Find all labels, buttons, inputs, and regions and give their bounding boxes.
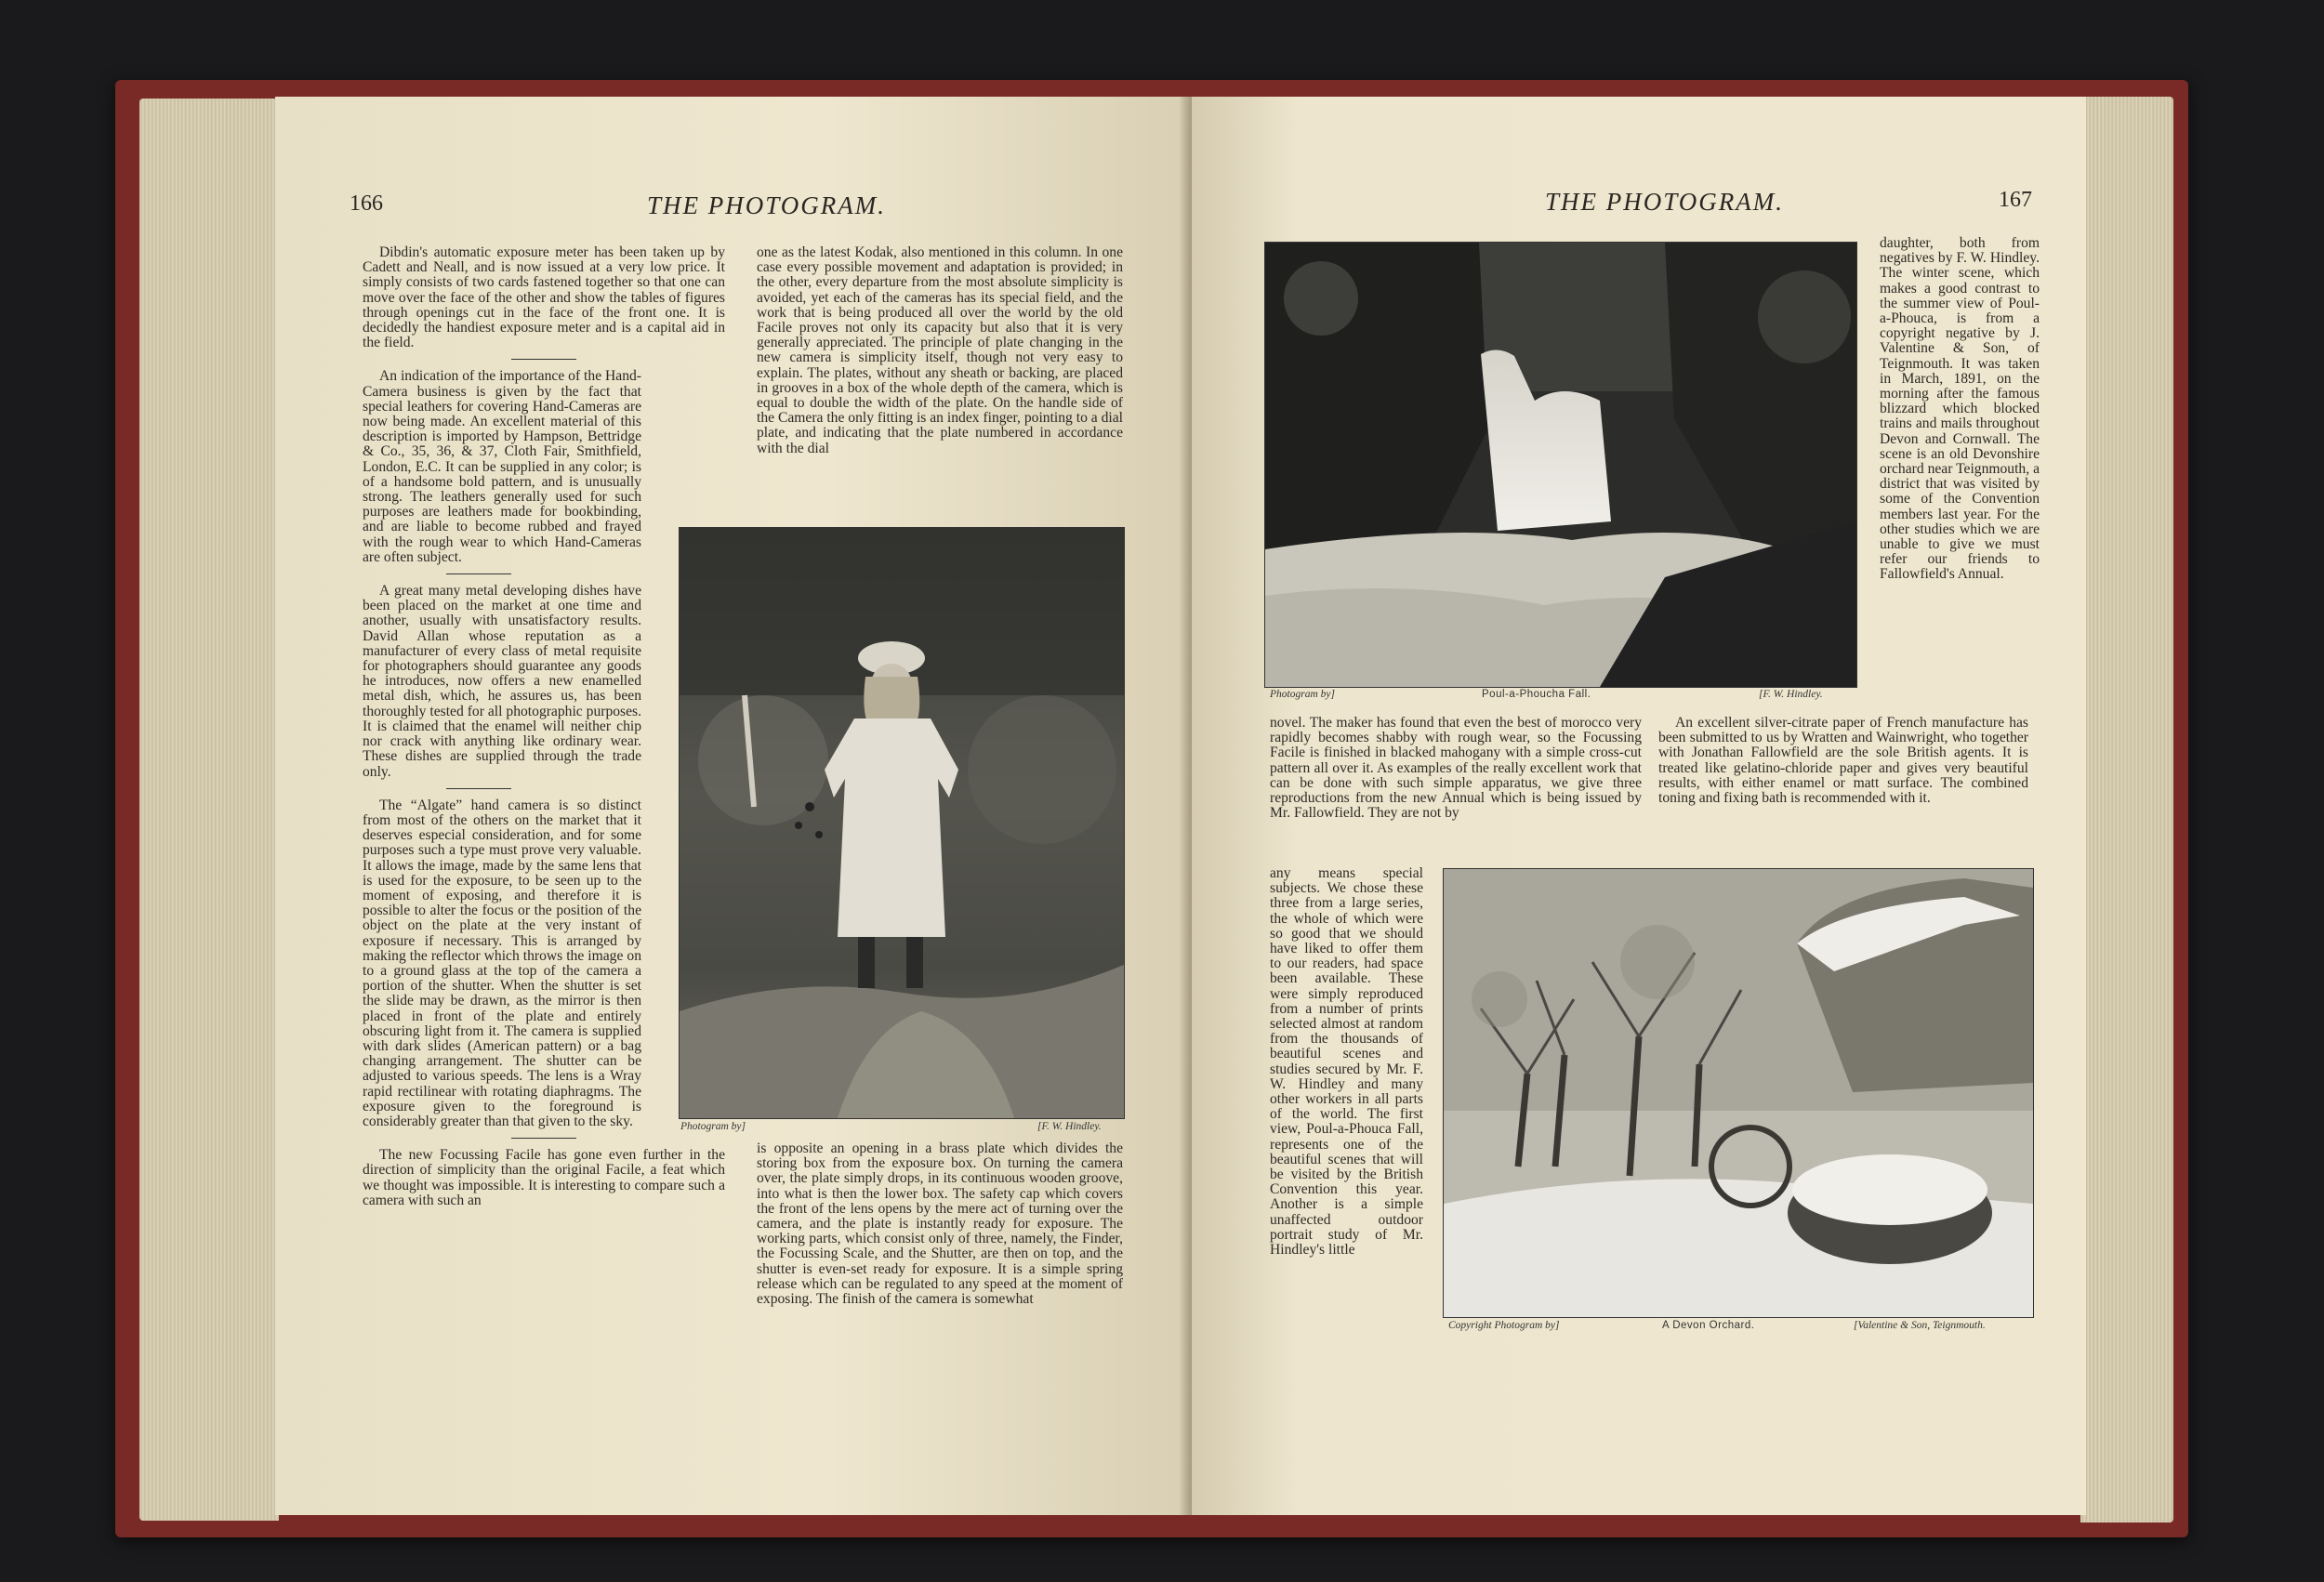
paragraph-focussing-facile: The new Focussing Facile has gone even further in the direction of simplicity than the original Facile, a feat which we thought was impossible. It is interesting to compare such a camera with such an [363, 1147, 725, 1208]
right-page [1192, 97, 2086, 1515]
page-number: 166 [350, 191, 383, 216]
caption-text: Poul-a-Phoucha Fall. [1482, 689, 1591, 700]
paragraph-metal-dishes: A great many metal developing dishes have been placed on the market at one time and another, usually with unsatisfactory results. David Allan whose reputation as a manufacturer of every class of metal requisite for photographers should guarantee any goods he introduces, now offers a new enamelled metal dish, which, he assures us, has been thoroughly tested for all photographic purposes. It is claimed that the enamel will neither chip nor crack with anything like ordinary wear. These dishes are supplied through the trade only. [363, 583, 641, 780]
caption-text: Copyright Photogram by] [1448, 1320, 1560, 1331]
page-edges-left [139, 99, 279, 1521]
running-head: THE PHOTOGRAM. [647, 191, 886, 219]
paragraph-silver-citrate: An excellent silver-citrate paper of French manufacture has been submitted to us by Wratten and Wainwright, who together with Jonathan Fallowfield are the sole British agents. It is treated like gelatino-chloride paper and gives very beautiful results, with either enamel or matt surface. The combined toning and fixing bath is recommended with it. [1658, 715, 2028, 807]
girl-portrait-image [680, 528, 1124, 1118]
section-rule [446, 788, 511, 789]
orchard-image [1444, 869, 2033, 1317]
photo-devon-orchard [1443, 868, 2034, 1318]
page-edges-right [2080, 97, 2173, 1523]
paragraph-three-selections: any means special subjects. We chose these three from a large series, the whole of which were so good that we should have liked to offer them to our readers, had space been available. These were simply reproduced from a number of prints selected almost at random from the thousands of beautiful scenes and studies secured by Mr. F. W. Hindley and many other workers in all parts of the world. The first view, Poul-a-Phouca Fall, represents one of the beautiful scenes that will be visited by the British Convention this year. Another is a simple unaffected outdoor portrait study of Mr. Hindley's little [1270, 865, 1423, 1259]
caption-text: A Devon Orchard. [1662, 1320, 1755, 1331]
paragraph-novel-finish: novel. The maker has found that even the best of morocco very rapidly becomes shabby with rough wear, so the Focussing Facile is finished in blacked mahogany with a simple cross-cut pattern all over it. As examples of the really excellent work that can be done with such simple apparatus, we give three reproductions from the new Annual which is being issued by Mr. Fallowfield. They are not by [1270, 715, 1642, 822]
right-column-2 [1658, 716, 2028, 806]
section-rule [511, 1138, 576, 1139]
section-rule [511, 359, 576, 360]
right-column-1-narrow [1270, 866, 1423, 1258]
photo-waterfall [1264, 242, 1857, 688]
caption-text: [F. W. Hindley. [1037, 1121, 1102, 1132]
photo-girl-in-garden [679, 527, 1125, 1119]
paragraph-leathers: An indication of the importance of the Hand-Camera business is given by the fact that special leathers for covering Hand-Cameras are now being made. An excellent material of this description is imported by Hampson, Bettridge & Co., 35, 36, & 37, Cloth Fair, Smithfield, London, E.C. It can be supplied in any color; is of a handsome bold pattern, and is unusually strong. The leathers generally used for such purposes are leathers made for bookbinding, and are liable to become rubbed and frayed with the rough wear to which Hand-Cameras are often subject. [363, 368, 641, 565]
paragraph-plate-changing: is opposite an opening in a brass plate which divides the storing box from the exposure box. On turning the camera over, the plate simply drops, in its continuous wooden groove, into what is then the lower box. The safety cap which covers the front of the lens opens by the mere act of turning over the camera, and the plate is instantly ready for exposure. The working parts, which consist only of three, namely, the Finder, the Focussing Scale, and the Shutter, are then on top, and the shutter is even-set ready for exposure. It is a simple spring release which can be regulated to any speed at the moment of exposing. The finish of the camera is somewhat [757, 1140, 1123, 1308]
waterfall-credit-left [1270, 689, 1335, 700]
right-side-column [1880, 236, 2040, 583]
caption-text: [F. W. Hindley. [1759, 689, 1823, 700]
photo-credit-left [680, 1121, 746, 1132]
paragraph-kodak-comparison: one as the latest Kodak, also mentioned in this column. In one case every possible movement and adaptation is provided; in the other, every departure from the most absolute simplicity is avoided, yet each of the cameras has its special field, and the work that is being produced all over the world by the old Facile proves not only its capacity but also that it is very generally appreciated. The principle of plate changing in the new camera is simplicity itself, though not very easy to explain. The plates, without any sheath or backing, are placed in grooves in a box of the whole depth of the camera, which is equal to double the width of the plate. On the handle side of the Camera the only fitting is an index finger, pointing to a dial plate, and indicating that the plate numbered in accordance with the dial [757, 244, 1123, 456]
waterfall-image [1265, 243, 1856, 687]
right-column-1-top [1270, 716, 1642, 821]
page-number: 167 [1999, 188, 2032, 212]
paragraph-algate-camera: The “Algate” hand camera is so distinct from most of the others on the market that it deserves especial consideration, and for some purposes such a type must prove very valuable. It allows the image, made by the same lens that is used for the exposure, to be seen up to the moment of exposing, and therefore it is possible to alter the focus or the position of the object on the plate at the very instant of exposure if necessary. This is arranged by making the reflector which throws the image on to a ground glass at the top of the camera a portion of the shutter. When the shutter is set the slide may be drawn, as the mirror is then placed in front of the plate and entirely obscuring light from it. The camera is supplied with dark slides (American pattern) or a bag changing arrangement. The shutter can be adjusted to various speeds. The lens is a Wray rapid rectilinear with rotating diaphragms. The exposure given to the foreground is considerably greater than that given to the sky. [363, 797, 641, 1129]
paragraph-hindley-daughter: daughter, both from negatives by F. W. Hindley. The winter scene, which makes a good contrast to the summer view of Poul-a-Phouca, is from a copyright negative by J. Valentine & Son, of Teignmouth. It was taken in March, 1891, on the morning after the famous blizzard which blocked trains and mails throughout Devon and Cornwall. The scene is an old Devonshire orchard near Teignmouth, a district that was visited by some of the Convention members last year. For the other studies which we are unable to give we must refer our friends to Fallowfield's Annual. [1880, 235, 2040, 583]
orchard-credit-left [1448, 1320, 1559, 1331]
caption-text: [Valentine & Son, Teignmouth. [1854, 1320, 1986, 1331]
waterfall-credit-right [1759, 689, 1823, 700]
left-column-2-bottom [757, 1141, 1123, 1307]
left-page [275, 97, 1192, 1515]
paragraph-exposure-meter: Dibdin's automatic exposure meter has been taken up by Cadett and Neall, and is now issued at a very low price. It simply consists of two cards fastened together so that one can move over the face of the other and show the tables of figures through openings cut in the face of the front one. It is decidedly the handiest exposure meter and is a capital aid in the field. [363, 244, 725, 351]
section-rule [446, 573, 511, 574]
caption-text: Photogram by] [680, 1121, 746, 1132]
orchard-title [1662, 1320, 1754, 1331]
left-column-2-top [757, 245, 1123, 456]
running-head: THE PHOTOGRAM. [1545, 188, 1784, 216]
waterfall-title [1482, 689, 1591, 700]
caption-text: Photogram by] [1270, 689, 1335, 700]
photo-credit-right [1037, 1121, 1102, 1132]
orchard-credit-right [1854, 1320, 1986, 1331]
left-column-1 [363, 245, 725, 1454]
